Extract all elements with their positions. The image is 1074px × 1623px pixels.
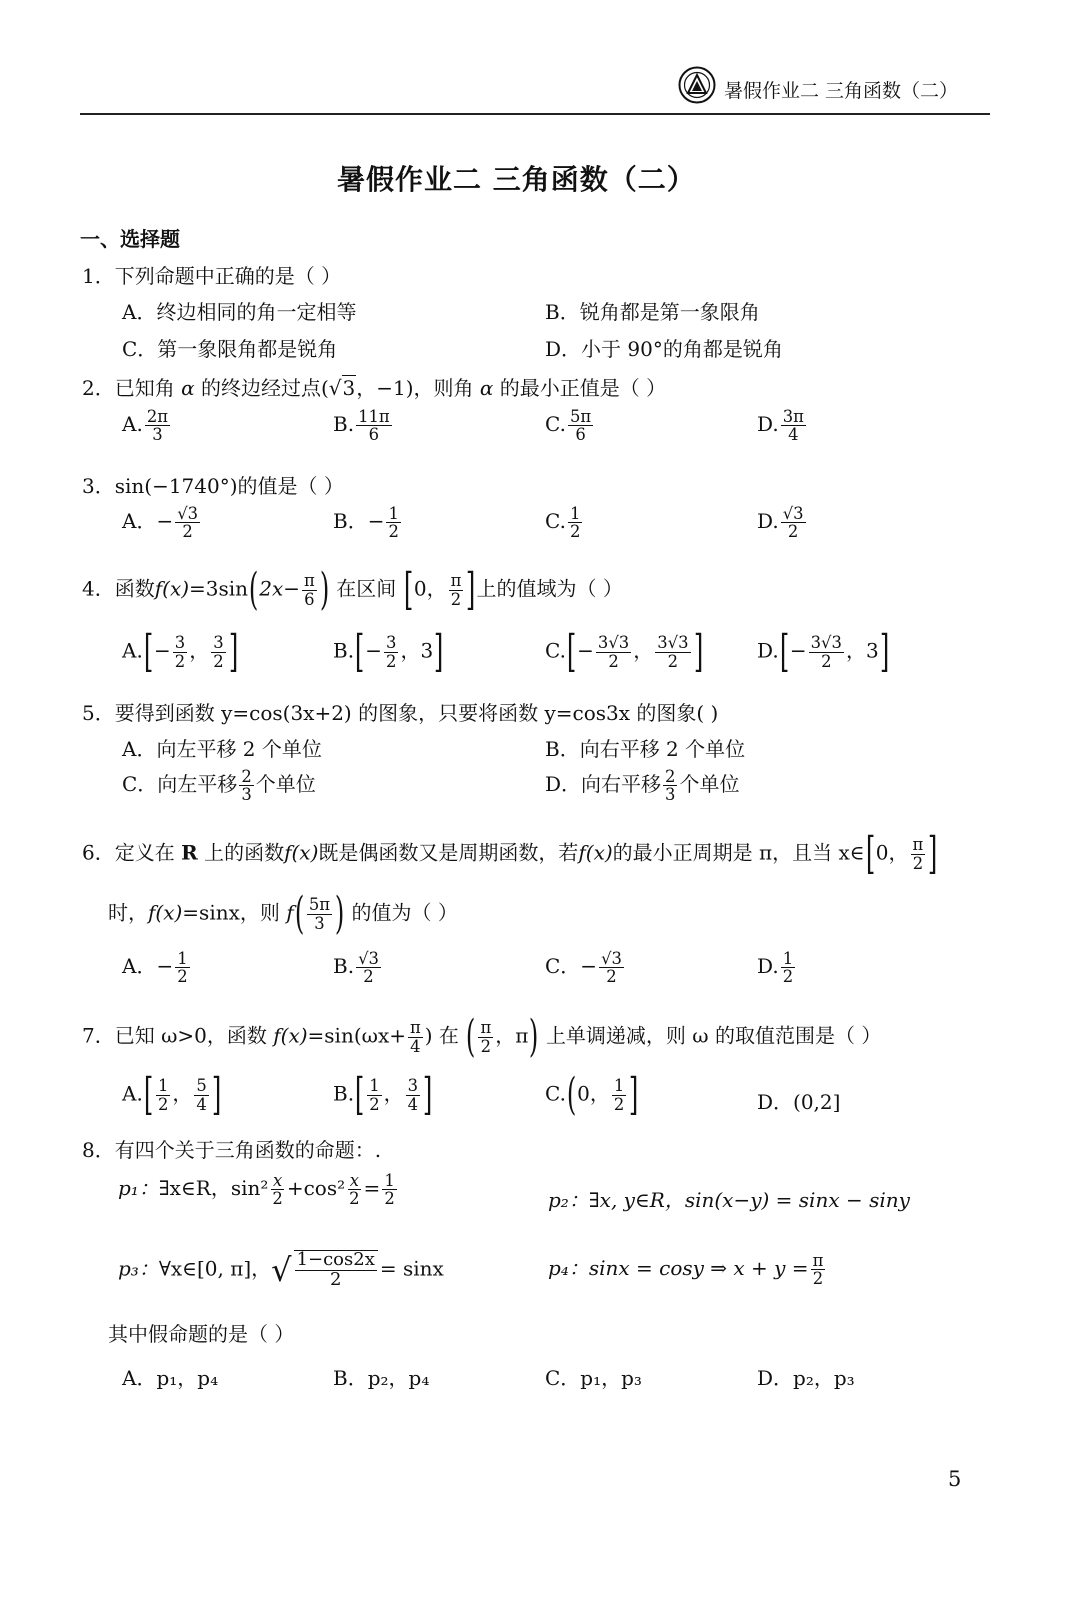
- q6-option-d: D. $\frac{1}{2}$: [757, 949, 794, 987]
- q3-option-d: D. $\frac{√3}{2}$: [757, 504, 804, 542]
- header-rule: [80, 113, 990, 115]
- q8-proposition-p4: p₄：sinx = cosy ⇒ x + y = $\frac{\pi}{2}$: [548, 1251, 824, 1289]
- question-6: 6．定义在 R 上的函数f(x)既是偶函数又是周期函数，若f(x)的最小正周期是 π，且当 x∈[0， $\frac{\pi}{2}$ ]: [82, 828, 938, 879]
- page-number: 5: [948, 1467, 962, 1491]
- question-6-line-2: 时，f(x)=sinx，则 f( $\frac{5\pi}{3}$ ) 的值为（ ）: [108, 888, 458, 939]
- q4-option-c: C.[− $\frac{3√3}{2}$ ， $\frac{3√3}{2}$ ]: [545, 626, 703, 677]
- q3-option-c: C. $\frac{1}{2}$: [545, 504, 581, 542]
- q1-option-d: D．小于 90°的角都是锐角: [545, 337, 783, 361]
- section-heading: 一、选择题: [80, 227, 180, 251]
- question-2: 2．已知角 α 的终边经过点(√3，−1)，则角 α 的最小正值是（ ）: [82, 376, 667, 400]
- q2-option-d: D. $\frac{3\pi}{4}$: [757, 407, 804, 445]
- q7-option-a: A.[ $\frac{1}{2}$ ， $\frac{5}{4}$ ]: [122, 1069, 222, 1120]
- q4-option-b: B.[− $\frac{3}{2}$ ，3]: [333, 626, 444, 677]
- question-1: 1．下列命题中正确的是（ ）: [82, 264, 342, 288]
- q1-option-c: C．第一象限角都是锐角: [122, 337, 338, 361]
- q8-proposition-p1: p₁：∃x∈R，sin² $\frac{x}{2}$ +cos² $\frac{x}{2}$ = $\frac{1}{2}$: [118, 1171, 395, 1209]
- q8-option-a: A．p₁，p₄: [122, 1366, 219, 1390]
- school-seal-logo: [678, 66, 716, 104]
- q5-option-b: B．向右平移 2 个单位: [545, 737, 746, 761]
- question-4: 4．函数f(x)=3sin(2x− $\frac{\pi}{6}$ ) 在区间 [0， $\frac{\pi}{2}$ ]上的值域为（ ）: [82, 564, 623, 615]
- page-title: 暑假作业二 三角函数（二）: [337, 163, 696, 196]
- q1-option-a: A．终边相同的角一定相等: [122, 300, 357, 324]
- q6-option-a: A．− $\frac{1}{2}$: [122, 949, 188, 987]
- q2-option-c: C. $\frac{5\pi}{6}$: [545, 407, 592, 445]
- q2-option-a: A. $\frac{2\pi}{3}$: [122, 407, 169, 445]
- q8-proposition-p3: p₃：∀x∈[0, π]，√ $\frac{1-\cos 2x}{2}$ = sinx: [118, 1249, 444, 1290]
- q3-option-a: A．− $\frac{√3}{2}$: [122, 504, 199, 542]
- q5-option-d: D．向右平移 $\frac{2}{3}$ 个单位: [545, 767, 740, 805]
- q6-option-b: B. $\frac{√3}{2}$: [333, 949, 379, 987]
- question-7: 7．已知 ω>0，函数 f(x)=sin(ωx+ $\frac{\pi}{4}$ ) 在 ( $\frac{\pi}{2}$ ，π) 上单调递减，则 ω 的取值范围是（ ）: [82, 1011, 882, 1062]
- q7-option-d: D．(0,2]: [757, 1090, 841, 1114]
- question-8-prompt: 其中假命题的是（ ）: [108, 1322, 295, 1346]
- q1-option-b: B．锐角都是第一象限角: [545, 300, 760, 324]
- q6-option-c: C．− $\frac{√3}{2}$: [545, 949, 622, 987]
- q5-option-a: A．向左平移 2 个单位: [122, 737, 322, 761]
- question-3: 3．sin(−1740°)的值是（ ）: [82, 474, 344, 498]
- running-header-title: 暑假作业二 三角函数（二）: [724, 80, 959, 102]
- q8-option-d: D．p₂，p₃: [757, 1366, 855, 1390]
- q2-option-b: B. $\frac{11\pi}{6}$: [333, 407, 390, 445]
- q8-proposition-p2: p₂：∃x, y∈R，sin(x−y) = sinx − siny: [548, 1188, 910, 1212]
- q4-option-a: A.[− $\frac{3}{2}$ ， $\frac{3}{2}$ ]: [122, 626, 238, 677]
- q4-option-d: D.[− $\frac{3√3}{2}$ ，3]: [757, 626, 889, 677]
- question-8: 8．有四个关于三角函数的命题：.: [82, 1138, 382, 1162]
- q3-option-b: B．− $\frac{1}{2}$: [333, 504, 399, 542]
- q7-option-c: C.(0， $\frac{1}{2}$ ]: [545, 1069, 639, 1120]
- q8-option-c: C．p₁，p₃: [545, 1366, 642, 1390]
- q8-option-b: B．p₂，p₄: [333, 1366, 430, 1390]
- q5-option-c: C．向左平移 $\frac{2}{3}$ 个单位: [122, 767, 316, 805]
- q7-option-b: B.[ $\frac{1}{2}$ ， $\frac{3}{4}$ ]: [333, 1069, 433, 1120]
- question-5: 5．要得到函数 y=cos(3x+2) 的图象，只要将函数 y=cos3x 的图象( ): [82, 701, 719, 725]
